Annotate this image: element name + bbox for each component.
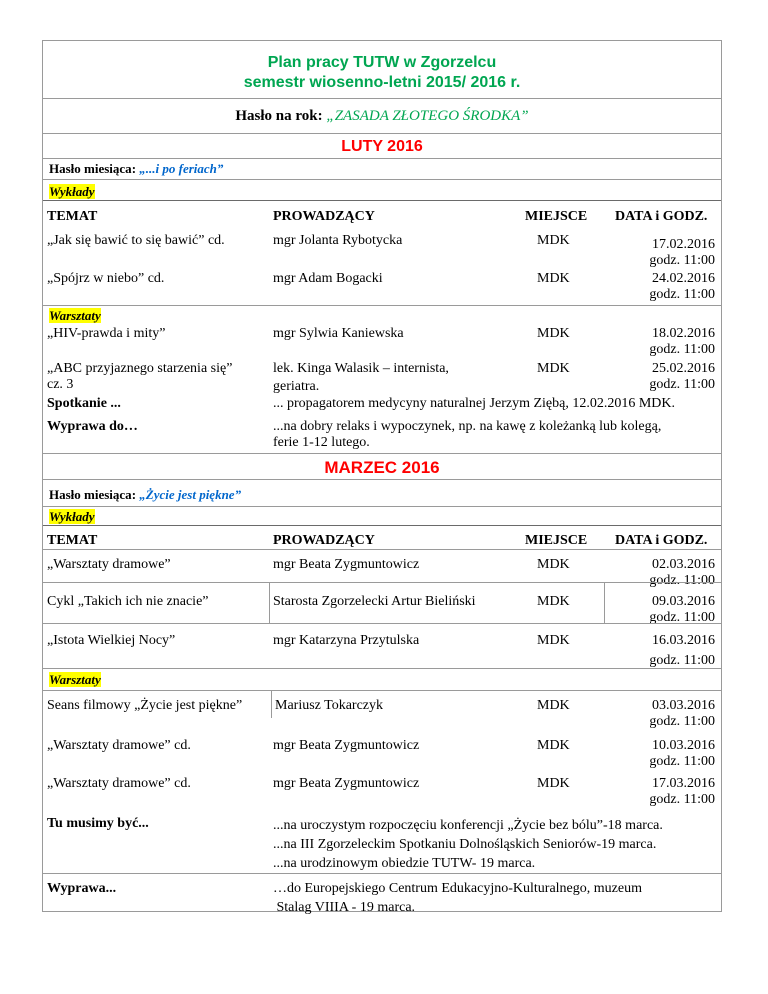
table-row-place: MDK <box>537 361 570 376</box>
must-list <box>273 816 663 873</box>
table-row-date: 25.02.2016 godz. 11:00 <box>649 361 715 392</box>
table-row-leader: mgr Beata Zygmuntowicz <box>273 738 420 753</box>
table-row-place: MDK <box>537 271 570 286</box>
table-row-place: MDK <box>537 594 570 609</box>
meeting-label: Spotkanie ... <box>47 396 121 411</box>
col-date: DATA i GODZ. <box>615 533 708 548</box>
table-row-topic: „Warsztaty dramowe” cd. <box>47 776 191 791</box>
luty-section-workshops: Warsztaty <box>49 308 101 323</box>
col-topic: TEMAT <box>47 533 98 548</box>
table-row-leader: mgr Jolanta Rybotycka <box>273 233 403 248</box>
table-row-topic: Cykl „Takich ich nie znacie” <box>47 594 209 609</box>
table-row-leader: mgr Adam Bogacki <box>273 271 383 286</box>
list-item: ...na III Zgorzeleckim Spotkaniu Dolnośląskich Seniorów-19 marca. <box>273 837 657 852</box>
marzec-section-workshops: Warsztaty <box>49 672 101 687</box>
must-label: Tu musimy być... <box>47 816 149 831</box>
table-row-place: MDK <box>537 738 570 753</box>
table-row-leader: Mariusz Tokarczyk <box>275 698 384 713</box>
table-row-place: MDK <box>537 557 570 572</box>
luty-section-lectures: Wykłady <box>49 184 95 199</box>
table-row-leader: mgr Sylwia Kaniewska <box>273 326 404 341</box>
table-row-place: MDK <box>537 776 570 791</box>
table-row-place: MDK <box>537 698 570 713</box>
trip-label: Wyprawa do… <box>47 419 138 434</box>
table-row-topic: „Warsztaty dramowe” <box>47 557 171 572</box>
luty-month-motto: Hasło miesiąca: „...i po feriach” <box>49 161 224 176</box>
trip-text: …do Europejskiego Centrum Edukacyjno-Kulturalnego, muzeum Stalag VIIIA - 19 marca. <box>273 881 642 915</box>
col-leader: PROWADZĄCY <box>273 533 375 548</box>
page-subtitle: semestr wiosenno-letni 2015/ 2016 r. <box>243 74 521 91</box>
meeting-text: ... propagatorem medycyny naturalnej Jerzym Ziębą, 12.02.2016 MDK. <box>273 396 676 411</box>
table-row-date: 10.03.2016 godz. 11:00 <box>649 738 715 769</box>
table-row-date: 24.02.2016 godz. 11:00 <box>649 271 715 302</box>
document-page <box>42 40 722 915</box>
table-row-date: 17.02.2016 godz. 11:00 <box>649 237 715 268</box>
marzec-month-motto: Hasło miesiąca: „Życie jest piękne” <box>49 487 242 502</box>
table-row-leader: mgr Beata Zygmuntowicz <box>273 557 420 572</box>
table-row-topic: Seans filmowy „Życie jest piękne” <box>47 698 243 713</box>
table-row-date: 18.02.2016 godz. 11:00 <box>649 326 715 357</box>
col-place: MIEJSCE <box>525 209 588 224</box>
table-row-date: 02.03.2016 godz. 11:00 <box>649 557 715 588</box>
col-leader: PROWADZĄCY <box>273 209 375 224</box>
table-row-leader: Starosta Zgorzelecki Artur Bieliński <box>273 594 476 609</box>
table-row-topic: „HIV-prawda i mity” <box>47 326 166 341</box>
trip-text: ...na dobry relaks i wypoczynek, np. na kawę z koleżanką lub kolegą, ferie 1-12 lutego. <box>273 419 662 450</box>
table-row-place: MDK <box>537 233 570 248</box>
table-row-topic: „Spójrz w niebo” cd. <box>47 271 165 286</box>
page-title: Plan pracy TUTW w Zgorzelcu <box>267 54 497 71</box>
table-row-leader: mgr Katarzyna Przytulska <box>273 633 420 648</box>
table-row-topic: „Istota Wielkiej Nocy” <box>47 633 176 648</box>
table-row-date: 16.03.2016 godz. 11:00 <box>649 633 715 668</box>
marzec-section-lectures: Wykłady <box>49 509 95 524</box>
table-row-place: MDK <box>537 326 570 341</box>
table-row-leader: lek. Kinga Walasik – internista, geriatra. <box>273 361 449 394</box>
month-heading-marzec: MARZEC 2016 <box>324 458 440 477</box>
trip-label: Wyprawa... <box>47 881 117 896</box>
month-heading-luty: LUTY 2016 <box>341 138 423 155</box>
table-row-date: 17.03.2016 godz. 11:00 <box>649 776 715 807</box>
table-row-topic: „ABC przyjaznego starzenia się” cz. 3 <box>47 361 233 392</box>
col-topic: TEMAT <box>47 209 98 224</box>
year-motto: Hasło na rok: „ZASADA ZŁOTEGO ŚRODKA” <box>235 108 529 124</box>
list-item: ...na urodzinowym obiedzie TUTW- 19 marca. <box>273 856 536 871</box>
table-row-leader: mgr Beata Zygmuntowicz <box>273 776 420 791</box>
table-row-date: 03.03.2016 godz. 11:00 <box>649 698 715 729</box>
col-date: DATA i GODZ. <box>615 209 708 224</box>
table-row-topic: „Jak się bawić to się bawić” cd. <box>47 233 225 248</box>
list-item: ...na uroczystym rozpoczęciu konferencji „Życie bez bólu”-18 marca. <box>273 818 663 833</box>
table-row-topic: „Warsztaty dramowe” cd. <box>47 738 191 753</box>
col-place: MIEJSCE <box>525 533 588 548</box>
table-row-date: 09.03.2016 godz. 11:00 <box>649 594 715 625</box>
table-row-place: MDK <box>537 633 570 648</box>
